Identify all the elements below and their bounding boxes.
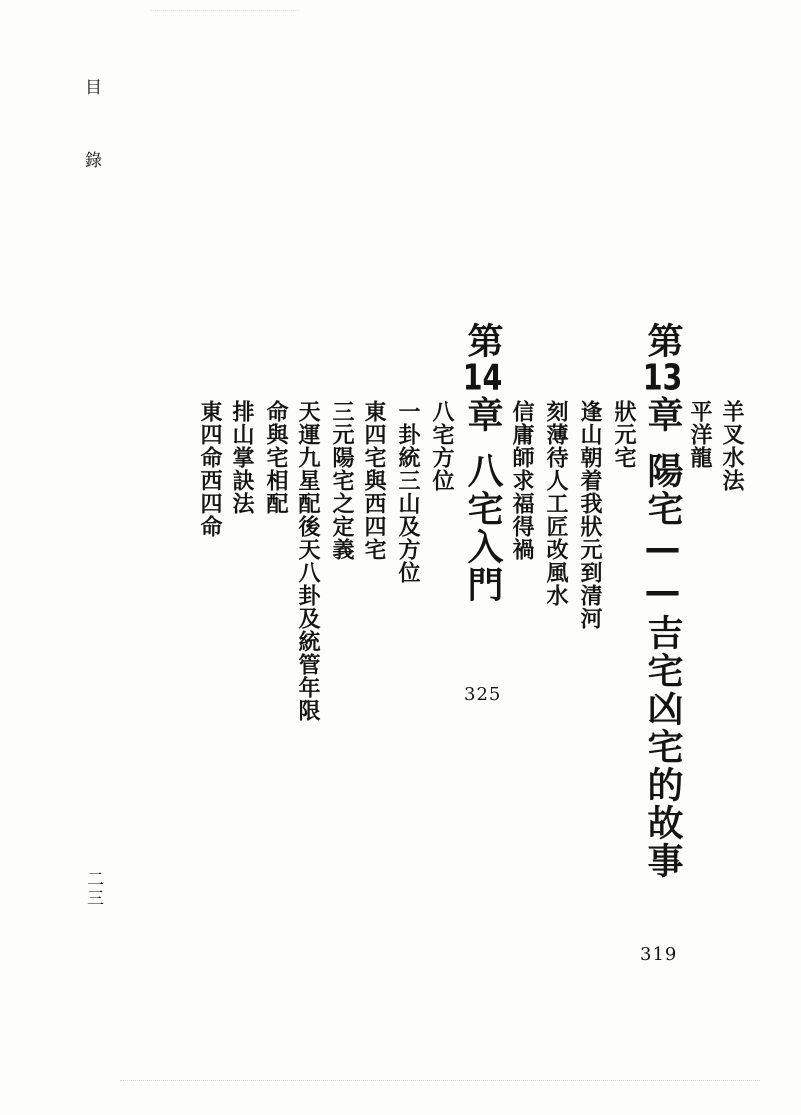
chapter-number: 14 bbox=[462, 360, 503, 396]
section-label: 目 錄 bbox=[81, 78, 101, 186]
toc-entry: 平洋龍 bbox=[687, 400, 712, 469]
toc-entry: 東四命西四命 bbox=[197, 400, 222, 538]
toc-entry: 信庸師求福得禍 bbox=[509, 400, 534, 561]
toc-entry: 逢山朝着我狀元到清河 bbox=[577, 400, 602, 630]
toc-entry: 排山掌訣法 bbox=[229, 400, 254, 515]
page-number: 325 bbox=[464, 684, 502, 705]
toc-entry: 狀元宅 bbox=[611, 400, 636, 469]
chapter-heading-13 bbox=[642, 322, 683, 880]
toc-entry: 東四宅與西四宅 bbox=[361, 400, 386, 561]
chapter-suffix: 章 bbox=[642, 396, 683, 434]
toc-entry: 刻薄待人工匠改風水 bbox=[543, 400, 568, 607]
toc-entry: 命與宅相配 bbox=[263, 400, 288, 515]
scan-edge bbox=[120, 1080, 760, 1082]
page-folio: 二三 bbox=[83, 870, 103, 908]
page-number: 319 bbox=[640, 944, 678, 965]
chapter-suffix: 章 bbox=[462, 396, 503, 434]
chapter-number: 13 bbox=[642, 360, 683, 396]
toc-entry: 一卦統三山及方位 bbox=[395, 400, 420, 584]
toc-entry: 天運九星配後天八卦及統管年限 bbox=[295, 400, 320, 722]
chapter-title: 八宅入門 bbox=[462, 452, 503, 604]
toc-entry: 八宅方位 bbox=[429, 400, 454, 492]
chapter-title: 陽宅——吉宅凶宅的故事 bbox=[642, 452, 683, 880]
chapter-prefix: 第 bbox=[462, 322, 503, 360]
scan-edge bbox=[150, 10, 300, 12]
toc-entry: 羊叉水法 bbox=[719, 400, 744, 492]
chapter-heading-14 bbox=[462, 322, 503, 604]
chapter-prefix: 第 bbox=[642, 322, 683, 360]
toc-entry: 三元陽宅之定義 bbox=[329, 400, 354, 561]
